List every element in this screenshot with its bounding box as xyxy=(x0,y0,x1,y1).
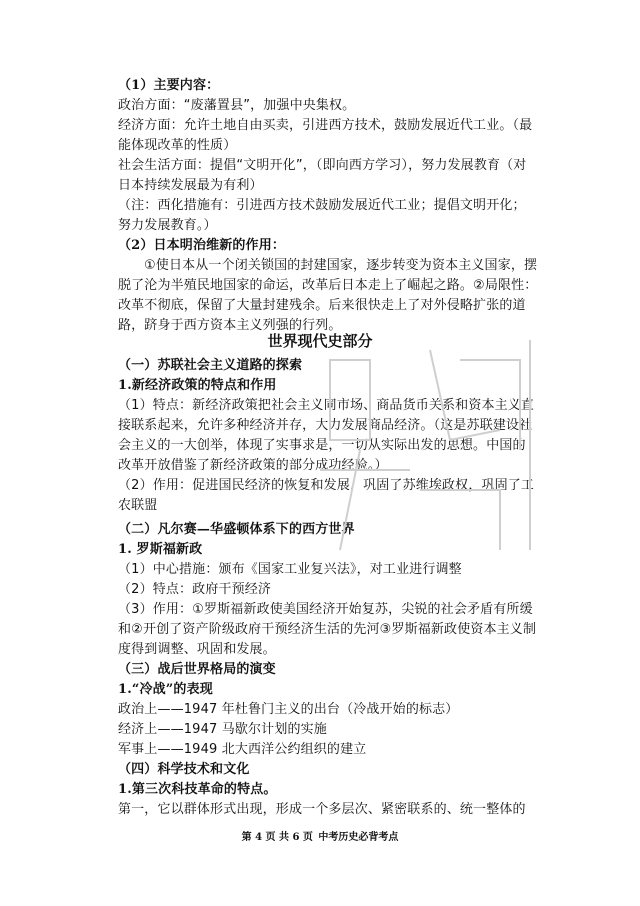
section-title-versailles: （二）凡尔赛—华盛顿体系下的西方世界 xyxy=(118,522,355,537)
text-meiji-role: ①使日本从一个闭关锁国的封建国家，逐步转变为资本主义国家，摆脱了沦为半殖民地国家的命运，改革后日本走上了崛起之路。②局限性：改革不彻底，保留了大量封建残余。后来很快走上了对外侵略扩张的道路，跻身于西方资本主义列强的行列。 xyxy=(118,258,538,333)
subheading-nep: 1.新经济政策的特点和作用 xyxy=(118,378,277,393)
text-new-deal-feature: （2）特点：政府干预经济 xyxy=(118,582,272,597)
text-society: 社会生活方面：提倡“文明开化”，（即向西方学习），努力发展教育（对日本持续发展最为有利） xyxy=(118,158,527,193)
section-title-science: （四）科学技术和文化 xyxy=(118,762,250,777)
subheading-third-revolution: 1.第三次科技革命的特点。 xyxy=(118,782,277,797)
text-revolution-features-line1: 第一，它以群体形式出现，形成一个多层次、紧密联系的、统一整体的 xyxy=(118,802,526,817)
text-politics: 政治方面：“废藩置县”，加强中央集权。 xyxy=(118,98,356,113)
heading-main-content: （1）主要内容： xyxy=(118,78,220,93)
footer-document-title: 中考历史必背考点 xyxy=(318,832,399,843)
text-cold-war-military: 军事上——1949 北大西洋公约组织的建立 xyxy=(118,742,367,757)
page-footer xyxy=(0,828,640,843)
section-title-postwar: （三）战后世界格局的演变 xyxy=(118,662,276,677)
subheading-cold-war: 1.“冷战”的表现 xyxy=(118,682,213,697)
part-title: 世界现代史部分 xyxy=(267,332,373,350)
text-westernization-note: （注：西化措施有：引进西方技术鼓励发展近代工业；提倡文明开化；努力发展教育。） xyxy=(118,198,526,233)
footer-page-number: 第 4 页 共 6 页 xyxy=(241,832,313,843)
text-nep-role: （2）作用：促进国民经济的恢复和发展，巩固了苏维埃政权，巩固了工农联盟 xyxy=(118,478,535,513)
text-cold-war-economy: 经济上——1947 马歇尔计划的实施 xyxy=(118,722,327,737)
subheading-new-deal: 1. 罗斯福新政 xyxy=(118,542,203,557)
text-new-deal-role: （3）作用：①罗斯福新政使美国经济开始复苏，尖锐的社会矛盾有所缓和②开创了资产阶级政府干预经济生活的先河③罗斯福新政使资本主义制度得到调整、巩固和发展。 xyxy=(118,602,537,657)
text-economy: 经济方面：允许土地自由买卖，引进西方技术，鼓励发展近代工业。（最能体现改革的性质） xyxy=(118,118,533,153)
text-nep-features: （1）特点：新经济政策把社会主义同市场、商品货币关系和资本主义直接联系起来，允许多种经济并存，大力发展商品经济。（这是苏联建设社会主义的一大创举，体现了实事求是，一切从实际出发的思想。中国的改革开放借鉴了新经济政策的部分成功经验。） xyxy=(118,398,535,473)
text-cold-war-politics: 政治上——1947 年杜鲁门主义的出台（冷战开始的标志） xyxy=(118,702,459,717)
section-title-soviet: （一）苏联社会主义道路的探索 xyxy=(118,358,303,373)
heading-meiji-role: （2）日本明治维新的作用： xyxy=(118,238,285,253)
text-new-deal-measure: （1）中心措施：颁布《国家工业复兴法》，对工业进行调整 xyxy=(118,562,462,577)
